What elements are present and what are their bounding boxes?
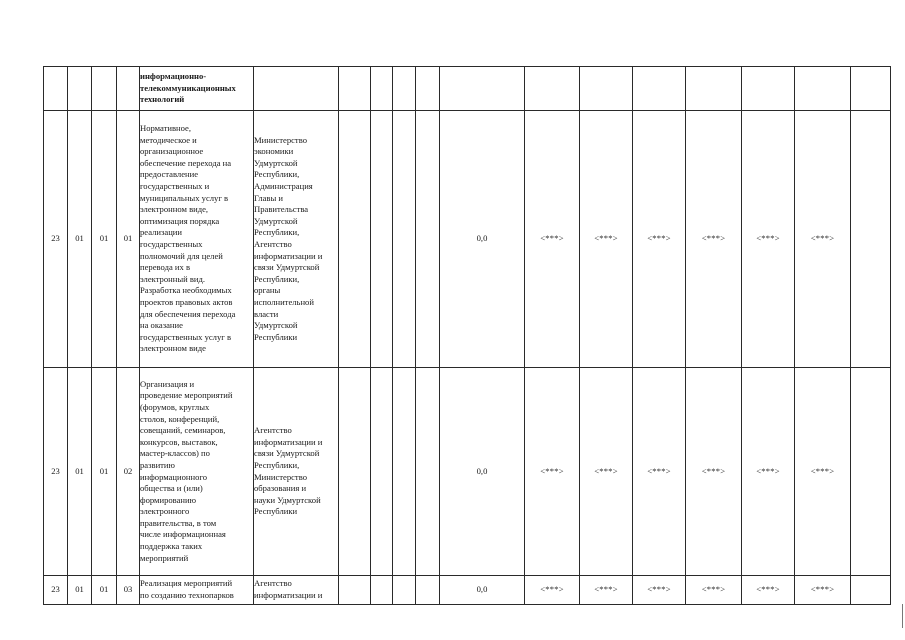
year-mark: [795, 67, 851, 111]
empty-cell: [371, 111, 393, 368]
code-pp: 01: [68, 576, 92, 605]
activity-name: информационно- телекоммуникационных технологий: [140, 67, 254, 111]
year-mark: <***>: [742, 368, 795, 576]
code-pp: [68, 67, 92, 111]
executor: Агентство информатизации и: [254, 576, 339, 605]
funding-value: 0,0: [440, 111, 525, 368]
code-gp: [44, 67, 68, 111]
empty-cell: [851, 368, 891, 576]
code-m: [117, 67, 140, 111]
year-mark: [686, 67, 742, 111]
program-table: [43, 66, 891, 605]
year-mark: <***>: [686, 576, 742, 605]
empty-cell: [416, 576, 440, 605]
code-om: [92, 67, 117, 111]
empty-cell: [416, 67, 440, 111]
code-pp: 01: [68, 368, 92, 576]
empty-cell: [339, 111, 371, 368]
empty-cell: [393, 368, 416, 576]
year-mark: <***>: [580, 111, 633, 368]
code-om: 01: [92, 111, 117, 368]
year-mark: <***>: [525, 111, 580, 368]
code-om: 01: [92, 576, 117, 605]
year-mark: <***>: [633, 368, 686, 576]
empty-cell: [416, 111, 440, 368]
year-mark: <***>: [633, 111, 686, 368]
year-mark: [525, 67, 580, 111]
code-gp: 23: [44, 111, 68, 368]
year-mark: <***>: [633, 576, 686, 605]
empty-cell: [416, 368, 440, 576]
funding-value: [440, 67, 525, 111]
activity-name: Нормативное, методическое и организационное обеспечение перехода на предоставление государственных и муниципальных услуг в электронном виде, оптимизация порядка реализации государственных полномочий для целей перевода их в электронный вид. Разработка необходимых проектов правовых актов для обеспечения перехода на оказание государственных услуг в электронном виде: [140, 111, 254, 368]
empty-cell: [393, 67, 416, 111]
activity-name: Реализация мероприятий по созданию технопарков: [140, 576, 254, 605]
year-mark: <***>: [525, 368, 580, 576]
year-mark: <***>: [795, 576, 851, 605]
code-gp: 23: [44, 368, 68, 576]
funding-value: 0,0: [440, 576, 525, 605]
executor: Агентство информатизации и связи Удмуртской Республики, Министерство образования и науки Удмуртской Республики: [254, 368, 339, 576]
year-mark: <***>: [580, 576, 633, 605]
empty-cell: [393, 111, 416, 368]
table-row: [44, 111, 891, 368]
empty-cell: [393, 576, 416, 605]
year-mark: [742, 67, 795, 111]
year-mark: <***>: [686, 368, 742, 576]
empty-cell: [371, 67, 393, 111]
empty-cell: [851, 576, 891, 605]
year-mark: [633, 67, 686, 111]
code-m: 01: [117, 111, 140, 368]
year-mark: <***>: [525, 576, 580, 605]
funding-value: 0,0: [440, 368, 525, 576]
empty-cell: [371, 576, 393, 605]
year-mark: <***>: [742, 576, 795, 605]
year-mark: <***>: [580, 368, 633, 576]
scan-edge-mark: [902, 604, 903, 628]
code-m: 03: [117, 576, 140, 605]
year-mark: <***>: [795, 368, 851, 576]
empty-cell: [371, 368, 393, 576]
empty-cell: [339, 576, 371, 605]
year-mark: <***>: [795, 111, 851, 368]
code-pp: 01: [68, 111, 92, 368]
activity-name: Организация и проведение мероприятий (форумов, круглых столов, конференций, совещаний, семинаров, конкурсов, выставок, мастер-классов) по развитию информационного общества и (или) формированию электронного правительства, в том числе информационная поддержка таких мероприятий: [140, 368, 254, 576]
year-mark: <***>: [742, 111, 795, 368]
table-row: [44, 67, 891, 111]
table-row: [44, 576, 891, 605]
empty-cell: [851, 111, 891, 368]
empty-cell: [339, 368, 371, 576]
code-om: 01: [92, 368, 117, 576]
code-m: 02: [117, 368, 140, 576]
executor: [254, 67, 339, 111]
table-row: [44, 368, 891, 576]
empty-cell: [339, 67, 371, 111]
year-mark: [580, 67, 633, 111]
year-mark: <***>: [686, 111, 742, 368]
code-gp: 23: [44, 576, 68, 605]
empty-cell: [851, 67, 891, 111]
executor: Министерство экономики Удмуртской Республики, Администрация Главы и Правительства Удмуртской Республики, Агентство информатизации и связи Удмуртской Республики, органы исполнительной власти Удмуртской Республики: [254, 111, 339, 368]
